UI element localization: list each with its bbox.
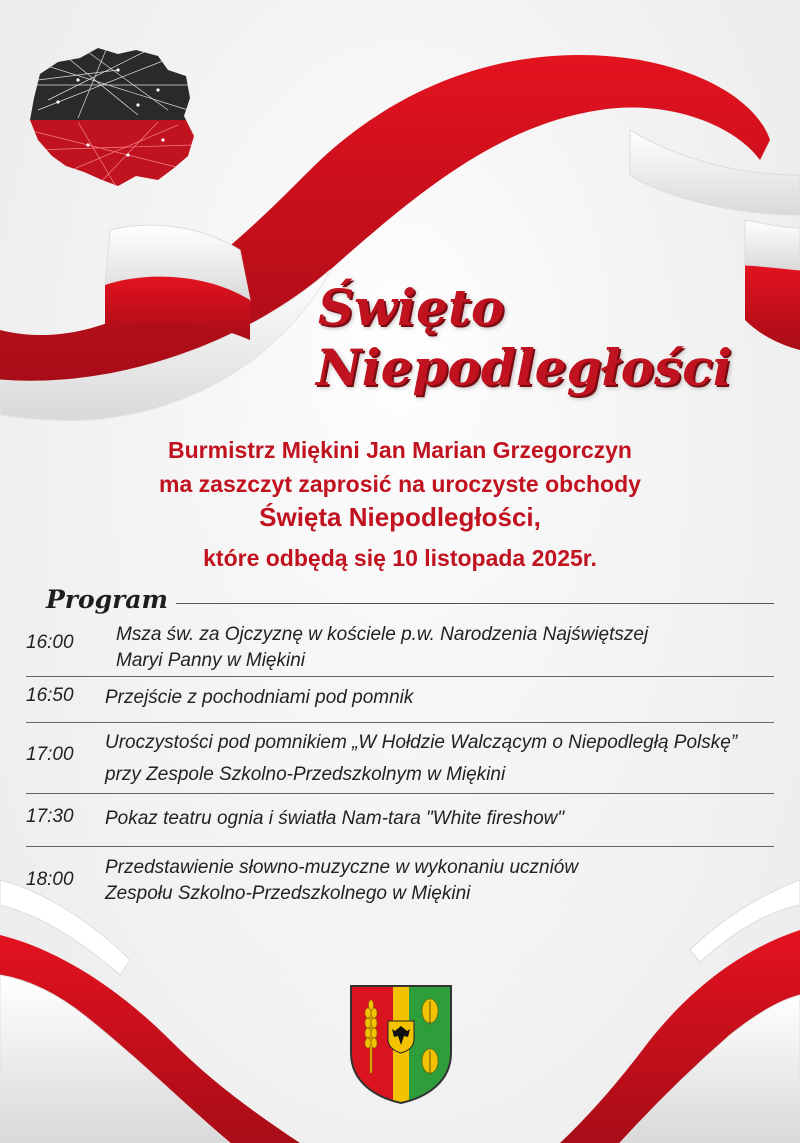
invitation-line4: które odbędą się 10 listopada 2025r. — [203, 545, 597, 571]
miekinia-coat-of-arms-icon — [348, 983, 454, 1105]
program-description-line: Msza św. za Ojczyznę w kościele p.w. Narodzenia Najświętszej — [116, 624, 649, 645]
invitation-line2: ma zaszczyt zaprosić na uroczyste obchody — [159, 471, 641, 497]
program-description-line: przy Zespole Szkolno-Przedszkolnym w Miękini — [105, 764, 506, 785]
page-title-line1: Święto — [318, 278, 505, 337]
divider — [26, 722, 774, 723]
program-description — [105, 806, 785, 832]
program-description — [105, 855, 785, 907]
program-description-line: Przedstawienie słowno-muzyczne w wykonaniu uczniów — [105, 857, 579, 878]
program-description-line: Maryi Panny w Miękini — [116, 650, 305, 671]
program-time: 16:00 — [26, 632, 74, 653]
poland-map-flag-icon — [18, 40, 200, 192]
invitation-line1: Burmistrz Miękini Jan Marian Grzegorczyn — [168, 437, 632, 463]
program-description-line: Uroczystości pod pomnikiem „W Hołdzie Walczącym o Niepodległą Polskę” — [105, 732, 738, 753]
page-title-line2: Niepodległości — [316, 338, 732, 397]
divider — [26, 676, 774, 677]
divider — [26, 846, 774, 847]
program-heading-rule — [176, 603, 774, 604]
program-description — [116, 622, 796, 674]
program-time: 17:30 — [26, 806, 74, 827]
program-description-line: Zespołu Szkolno-Przedszkolnego w Miękini — [105, 883, 471, 904]
program-description-line: Przejście z pochodniami pod pomnik — [105, 687, 414, 708]
program-heading: Program — [46, 585, 168, 614]
divider — [26, 793, 774, 794]
program-description — [105, 730, 785, 788]
program-time: 18:00 — [26, 869, 74, 890]
program-time: 16:50 — [26, 685, 74, 706]
program-description — [105, 685, 785, 711]
program-description-line: Pokaz teatru ognia i światła Nam-tara "White fireshow" — [105, 808, 565, 829]
program-time: 17:00 — [26, 744, 74, 765]
invitation-line3: Święta Niepodległości, — [259, 502, 541, 532]
